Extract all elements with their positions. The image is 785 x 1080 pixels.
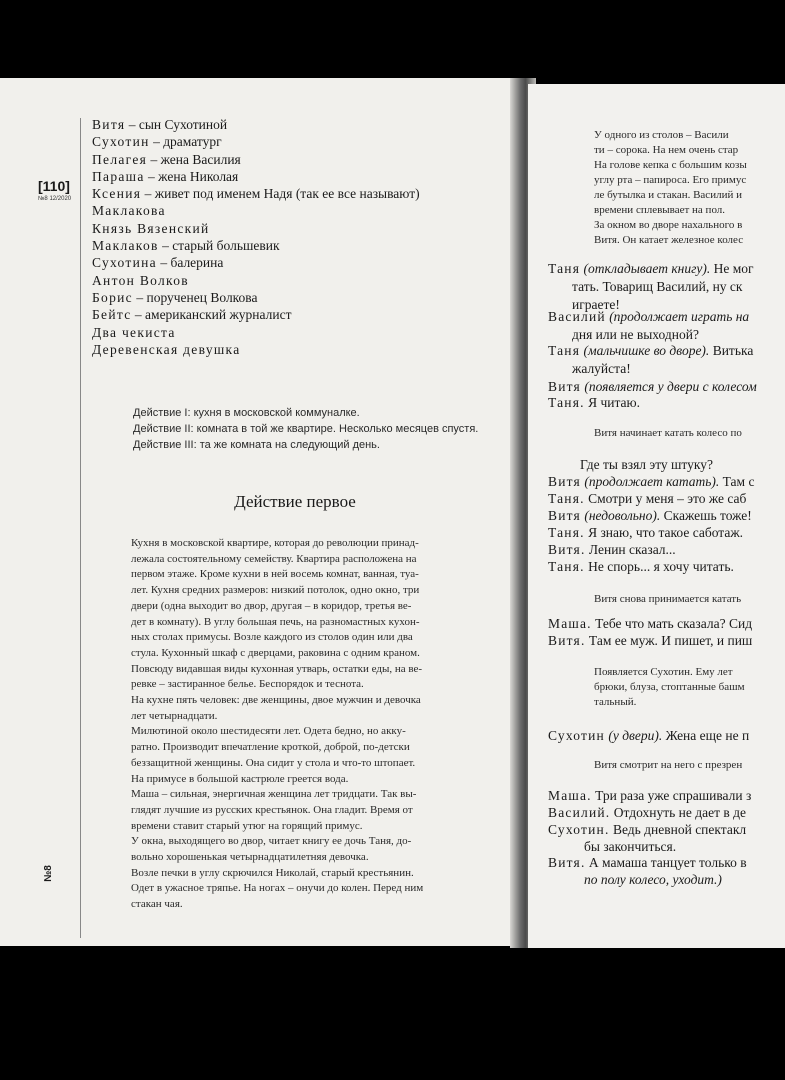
stage-direction: Витя начинает катать колесо по bbox=[594, 427, 742, 439]
dialogue-line bbox=[584, 838, 676, 855]
act-line: Действие III: та же комната на следующий день. bbox=[133, 439, 380, 451]
character-name: Сухотина bbox=[92, 255, 157, 271]
speaker-name: Таня. bbox=[548, 559, 585, 574]
stage-direction: Появляется Сухотин. Ему лет bbox=[594, 666, 733, 678]
stage-direction: За окном во дворе нахального в bbox=[594, 219, 743, 231]
act-line: Действие I: кухня в московской коммуналке. bbox=[133, 407, 360, 419]
side-mark: №8 bbox=[42, 865, 54, 882]
speaker-name: Витя bbox=[548, 379, 581, 394]
stage-direction: Витя снова принимается катать bbox=[594, 593, 742, 605]
cast-entry bbox=[92, 116, 512, 133]
dialogue-line bbox=[548, 394, 640, 411]
speaker-name: Витя bbox=[548, 508, 581, 523]
stage-line: Одет в ужасное тряпье. На ногах – онучи до колен. Перед ним bbox=[131, 882, 424, 895]
cast-entry bbox=[92, 341, 512, 358]
stage-line: беззащитной женщины. Она сидит у стола и что-то штопает. bbox=[131, 756, 416, 769]
cast-entry bbox=[92, 202, 512, 219]
dialogue-text: Отдохнуть не дает в де bbox=[613, 805, 746, 820]
stage-line: первом этаже. Кроме кухни в ней восемь комнат, ванная, туа- bbox=[131, 568, 419, 581]
character-description: – старый большевик bbox=[158, 238, 280, 254]
stage-line: ревке – застиранное белье. Беспорядок и теснота. bbox=[131, 678, 364, 691]
dialogue-text: бы закончиться. bbox=[584, 839, 677, 854]
dialogue-text: Я знаю, что такое саботаж. bbox=[588, 525, 744, 540]
speaker-name: Маша. bbox=[548, 616, 592, 631]
stage-direction: Витя. Он катает железное колес bbox=[594, 234, 744, 246]
stage-line: На примусе в большой кастрюле греется вода. bbox=[131, 772, 349, 785]
stage-line: Милютиной около шестидесяти лет. Одета бедно, но акку- bbox=[131, 725, 406, 738]
stage-direction: У одного из столов – Васили bbox=[594, 129, 729, 141]
dialogue-text: Скажешь тоже! bbox=[660, 508, 752, 523]
acts-list bbox=[133, 406, 513, 454]
cast-entry bbox=[92, 324, 512, 341]
stage-line: времени ставит старый утюг на горящий примус. bbox=[131, 819, 363, 832]
cast-entry bbox=[92, 185, 512, 202]
dialogue-text: Ленин сказал... bbox=[588, 542, 676, 557]
dialogue-line bbox=[548, 558, 734, 575]
speaker-name: Таня. bbox=[548, 525, 585, 540]
character-description: – живет под именем Надя (так ее все называют) bbox=[141, 186, 420, 202]
stage-line: глядят лучшие из русских крестьянок. Она гладит. Время от bbox=[131, 803, 413, 816]
stage-direction-inline: (откладывает книгу). bbox=[583, 261, 711, 276]
dialogue-text: тать. Товарищ Василий, ну ск bbox=[572, 279, 743, 294]
character-description: – американский журналист bbox=[131, 307, 292, 323]
speaker-name: Маша. bbox=[548, 788, 592, 803]
dialogue-line bbox=[548, 615, 752, 632]
speaker-name: Таня. bbox=[548, 491, 585, 506]
character-name: Антон Волков bbox=[92, 272, 189, 288]
dialogue-text: Я читаю. bbox=[588, 395, 641, 410]
cast-entry bbox=[92, 220, 512, 237]
character-name: Два чекиста bbox=[92, 324, 176, 340]
stage-direction-inline: (у двери). bbox=[608, 728, 663, 743]
dialogue-text: Смотри у меня – это же саб bbox=[588, 491, 747, 506]
speaker-name: Витя. bbox=[548, 633, 586, 648]
dialogue-line bbox=[548, 541, 676, 558]
stage-line: лежала состоятельному семейству. Квартира расположена на bbox=[131, 552, 417, 565]
character-name: Маклакова bbox=[92, 203, 166, 219]
character-name: Князь Вязенский bbox=[92, 220, 210, 236]
cast-entry bbox=[92, 237, 512, 254]
stage-line: лет. Кухня средних размеров: низкий потолок, одно окно, три bbox=[131, 584, 420, 597]
stage-direction: На голове кепка с большим козы bbox=[594, 159, 747, 171]
speaker-name: Таня. bbox=[548, 395, 585, 410]
dialogue-text: Там ее муж. И пишет, и пиш bbox=[588, 633, 753, 648]
stage-line: лет четырнадцати. bbox=[131, 709, 218, 722]
stage-line: У окна, выходящего во двор, читает книгу ее дочь Таня, до- bbox=[131, 835, 412, 848]
cast-entry bbox=[92, 151, 512, 168]
dialogue-line bbox=[548, 787, 751, 804]
stage-direction: тальный. bbox=[594, 696, 637, 708]
dialogue-text: А мамаша танцует только в bbox=[588, 855, 747, 870]
stage-line: стакан чая. bbox=[131, 898, 183, 911]
character-name: Бейтс bbox=[92, 307, 132, 323]
cast-entry bbox=[92, 289, 512, 306]
stage-direction-inline: (появляется у двери с колесом bbox=[584, 379, 757, 394]
stage-line: На кухне пять человек: две женщины, двое мужчин и девочка bbox=[131, 694, 421, 707]
dialogue-line bbox=[548, 260, 754, 277]
stage-description bbox=[131, 536, 509, 913]
dialogue-line bbox=[548, 378, 757, 395]
stage-line: двери (одна выходит во двор, другая – в коридор, третья ве- bbox=[131, 599, 412, 612]
stage-direction-inline: (продолжает катать). bbox=[584, 474, 720, 489]
character-name: Ксения bbox=[92, 186, 142, 202]
cast-list bbox=[92, 116, 512, 358]
character-name: Деревенская девушка bbox=[92, 341, 241, 357]
dialogue-text: Тебе что мать сказала? Сид bbox=[595, 616, 753, 631]
stage-direction-inline: по полу колесо, уходит.) bbox=[584, 872, 722, 887]
speaker-name: Таня bbox=[548, 261, 581, 276]
dialogue-text: Там с bbox=[719, 474, 755, 489]
dialogue-line bbox=[548, 632, 752, 649]
right-page bbox=[528, 84, 785, 948]
act-title: Действие первое bbox=[234, 492, 356, 511]
dialogue-line bbox=[548, 821, 746, 838]
stage-direction: времени сплевывает на пол. bbox=[594, 204, 726, 216]
cast-entry bbox=[92, 272, 512, 289]
dialogue-text: Где ты взял эту штуку? bbox=[580, 457, 714, 472]
speaker-name: Витя. bbox=[548, 855, 586, 870]
cast-entry bbox=[92, 306, 512, 323]
character-name: Параша bbox=[92, 168, 145, 184]
speaker-name: Витя bbox=[548, 474, 581, 489]
dialogue-line bbox=[548, 507, 752, 524]
stage-line: Кухня в московской квартире, которая до революции принад- bbox=[131, 537, 419, 549]
dialogue-line bbox=[572, 278, 742, 295]
character-description: – драматург bbox=[149, 134, 222, 150]
character-name: Сухотин bbox=[92, 134, 150, 150]
dialogue-line bbox=[548, 342, 753, 359]
dialogue-line bbox=[548, 308, 749, 325]
character-name: Витя bbox=[92, 117, 126, 132]
dialogue-line bbox=[572, 360, 631, 377]
dialogue-line bbox=[548, 804, 746, 821]
speaker-name: Таня bbox=[548, 343, 581, 358]
dialogue-line bbox=[548, 854, 747, 871]
dialogue-line bbox=[548, 473, 754, 490]
stage-line: стула. Кухонный шкаф с дверцами, раковина с одним краном. bbox=[131, 646, 420, 659]
stage-line: ратно. Производит впечатление кроткой, доброй, по-детски bbox=[131, 741, 410, 754]
dialogue-text: Не мог bbox=[710, 261, 754, 276]
stage-direction: ле бутылка и стакан. Василий и bbox=[594, 189, 742, 201]
stage-line: Повсюду видавшая виды кухонная утварь, остатки еды, на ве- bbox=[131, 662, 423, 675]
issue-date: №8 12/2020 bbox=[38, 196, 72, 202]
left-page bbox=[0, 78, 517, 946]
cast-entry bbox=[92, 168, 512, 185]
dialogue-text: жалуйста! bbox=[572, 361, 631, 376]
speaker-name: Сухотин. bbox=[548, 822, 610, 837]
dialogue-line bbox=[548, 727, 749, 744]
character-description: – жена Николая bbox=[144, 168, 239, 184]
stage-direction: ти – сорока. На нем очень стар bbox=[594, 144, 739, 156]
stage-direction-inline: (мальчишке во дворе). bbox=[583, 343, 710, 358]
stage-line: дет в комнату). В углу большая печь, на разномастных кухон- bbox=[131, 615, 420, 628]
cast-entry bbox=[92, 133, 512, 150]
stage-line: Маша – сильная, энергичная женщина лет тридцати. Так вы- bbox=[131, 788, 417, 801]
character-description: – жена Василия bbox=[147, 151, 241, 167]
stage-direction-inline: (недовольно). bbox=[584, 508, 661, 523]
character-description: – сын Сухотиной bbox=[125, 117, 228, 132]
character-name: Борис bbox=[92, 289, 133, 305]
character-description: – балерина bbox=[156, 255, 224, 271]
character-description: – порученец Волкова bbox=[132, 289, 258, 305]
dialogue-line bbox=[580, 456, 713, 473]
dialogue-text: Не спорь... я хочу читать. bbox=[588, 559, 734, 574]
dialogue-line bbox=[584, 871, 722, 888]
dialogue-line bbox=[548, 490, 746, 507]
speaker-name: Сухотин bbox=[548, 728, 605, 743]
speaker-name: Василий bbox=[548, 309, 606, 324]
dialogue-line bbox=[548, 524, 743, 541]
margin-rule bbox=[80, 118, 81, 938]
stage-direction-inline: (продолжает играть на bbox=[609, 309, 750, 324]
stage-direction: углу рта – папироса. Его примус bbox=[594, 174, 747, 186]
character-name: Пелагея bbox=[92, 151, 148, 167]
stage-direction: брюки, блуза, стоптанные башм bbox=[594, 681, 745, 693]
act-line: Действие II: комната в той же квартире. Несколько месяцев спустя. bbox=[133, 423, 479, 435]
speaker-name: Василий. bbox=[548, 805, 611, 820]
stage-line: ных столах примусы. Возле каждого из столов один или два bbox=[131, 631, 413, 644]
cast-entry bbox=[92, 254, 512, 271]
stage-direction: Витя смотрит на него с презрен bbox=[594, 759, 743, 771]
stage-line: вольно хорошенькая четырнадцатилетняя девочка. bbox=[131, 851, 369, 864]
dialogue-text: Три раза уже спрашивали з bbox=[595, 788, 752, 803]
dialogue-text: Витька bbox=[709, 343, 754, 358]
speaker-name: Витя. bbox=[548, 542, 586, 557]
dialogue-text: дня или не выходной? bbox=[572, 327, 699, 342]
dialogue-text: Жена еще не п bbox=[662, 728, 750, 743]
stage-line: Возле печки в углу скрючился Николай, старый крестьянин. bbox=[131, 866, 414, 879]
dialogue-text: играете! bbox=[572, 297, 620, 312]
dialogue-line bbox=[572, 326, 699, 343]
issue-number: [110] bbox=[38, 178, 70, 194]
dialogue-text: Ведь дневной спектакл bbox=[612, 822, 747, 837]
character-name: Маклаков bbox=[92, 238, 159, 254]
